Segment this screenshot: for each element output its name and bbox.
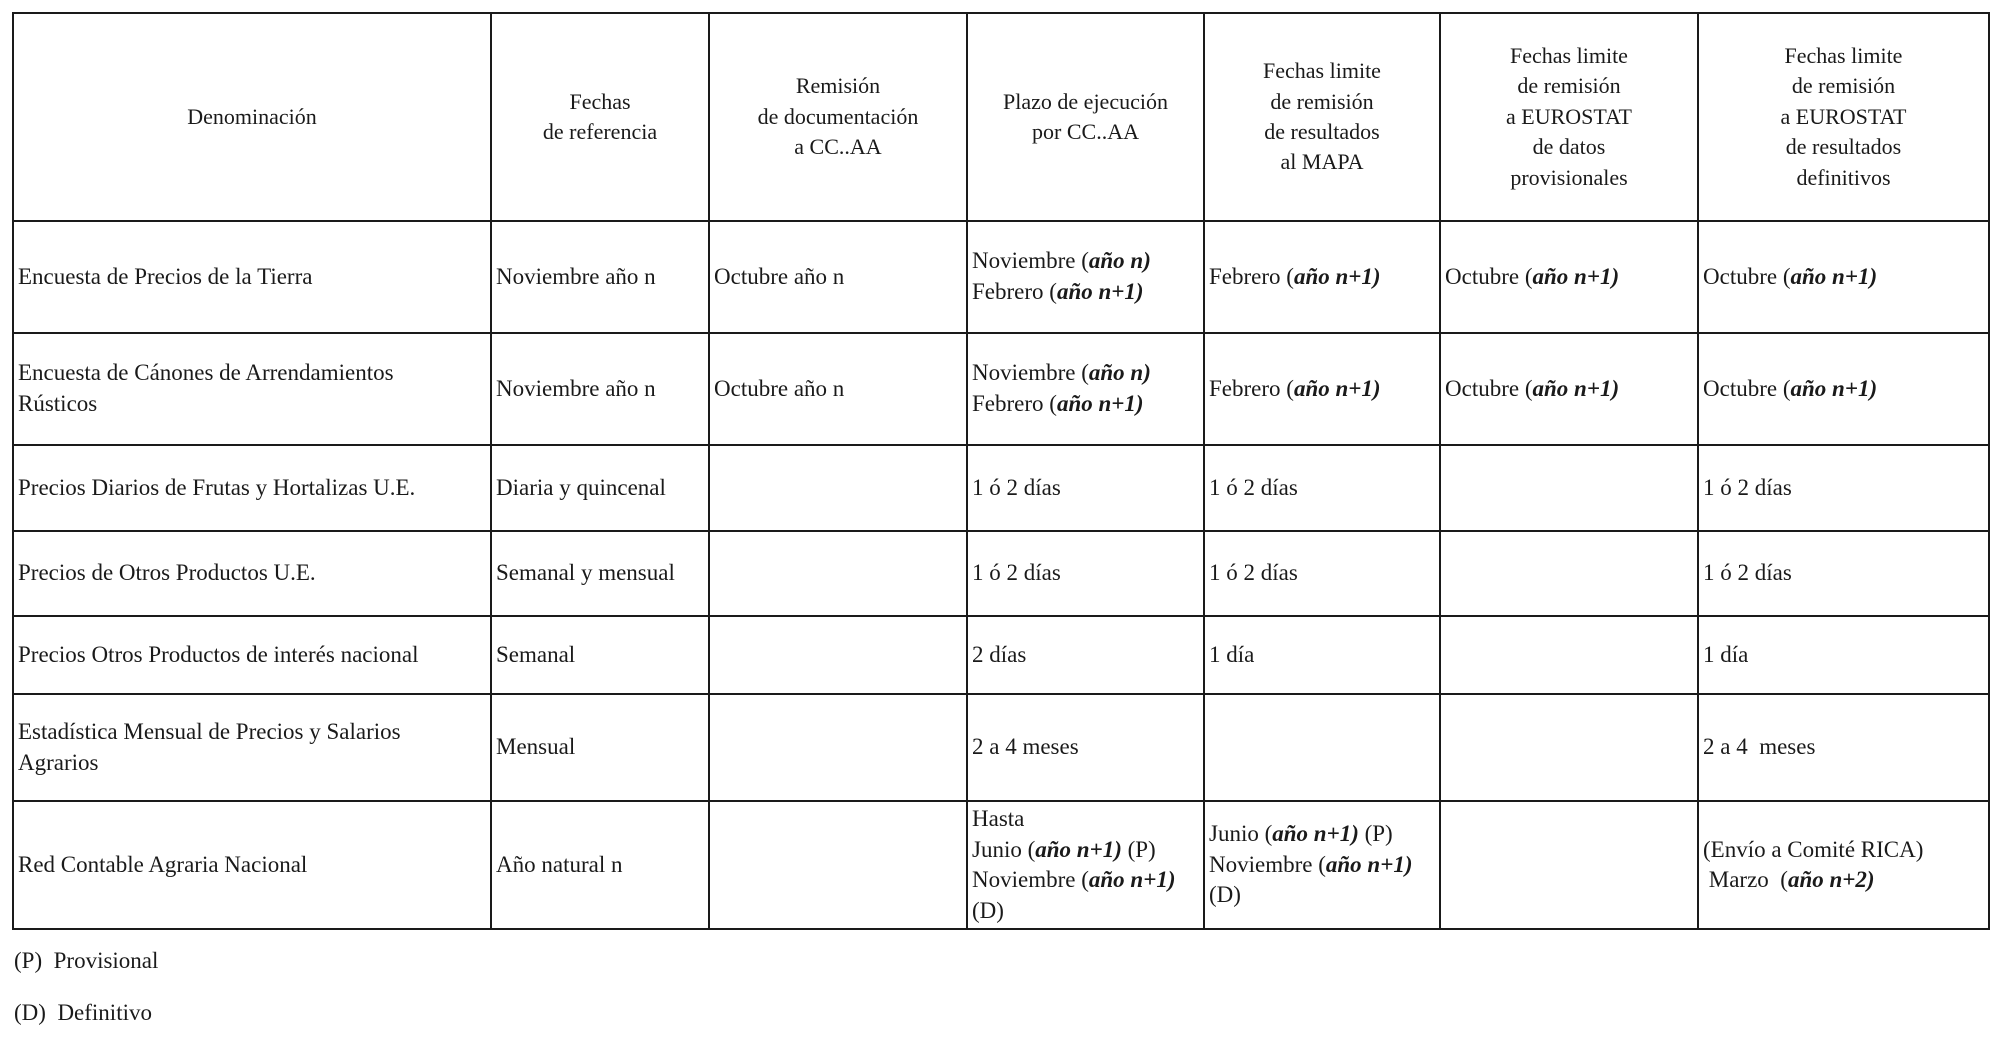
cell-eurostat-definitivos: Octubre (año n+1)	[1698, 221, 1989, 333]
cell-eurostat-definitivos: 2 a 4 meses	[1698, 694, 1989, 801]
cell-denominacion: Estadística Mensual de Precios y Salarios Agrarios	[13, 694, 491, 801]
footnote-provisional: (P) Provisional	[14, 948, 159, 973]
cell-limite-mapa: 1 ó 2 días	[1204, 531, 1440, 616]
header-remision-documentacion: Remisión de documentación a CC..AA	[709, 13, 967, 221]
cell-fechas-referencia: Año natural n	[491, 801, 709, 929]
cell-denominacion: Precios Diarios de Frutas y Hortalizas U.E.	[13, 445, 491, 531]
cell-limite-mapa: Junio (año n+1) (P) Noviembre (año n+1) (D)	[1204, 801, 1440, 929]
cell-fechas-referencia: Semanal y mensual	[491, 531, 709, 616]
cell-remision	[709, 801, 967, 929]
table-row	[13, 445, 1989, 531]
table-row	[13, 333, 1989, 445]
cell-eurostat-provisionales	[1440, 801, 1698, 929]
cell-plazo: 2 días	[967, 616, 1204, 694]
header-limite-eurostat-definitivos: Fechas limite de remisión a EUROSTAT de resultados definitivos	[1698, 13, 1989, 221]
cell-eurostat-definitivos: Octubre (año n+1)	[1698, 333, 1989, 445]
footnote-definitivo: (D) Definitivo	[14, 1000, 152, 1025]
cell-fechas-referencia: Semanal	[491, 616, 709, 694]
cell-limite-mapa: Febrero (año n+1)	[1204, 333, 1440, 445]
table-row	[13, 616, 1989, 694]
table-row	[13, 694, 1989, 801]
cell-plazo: 1 ó 2 días	[967, 445, 1204, 531]
cell-limite-mapa: 1 día	[1204, 616, 1440, 694]
header-plazo-ejecucion: Plazo de ejecución por CC..AA	[967, 13, 1204, 221]
cell-fechas-referencia: Diaria y quincenal	[491, 445, 709, 531]
cell-fechas-referencia: Noviembre año n	[491, 333, 709, 445]
cell-remision: Octubre año n	[709, 221, 967, 333]
table-row	[13, 801, 1989, 929]
header-fechas-referencia: Fechas de referencia	[491, 13, 709, 221]
header-limite-mapa: Fechas limite de remisión de resultados al MAPA	[1204, 13, 1440, 221]
cell-eurostat-definitivos: 1 ó 2 días	[1698, 445, 1989, 531]
cell-plazo: 1 ó 2 días	[967, 531, 1204, 616]
schedule-table	[12, 12, 1990, 930]
header-denominacion: Denominación	[13, 13, 491, 221]
cell-fechas-referencia: Noviembre año n	[491, 221, 709, 333]
cell-eurostat-provisionales	[1440, 531, 1698, 616]
header-limite-eurostat-provisionales: Fechas limite de remisión a EUROSTAT de datos provisionales	[1440, 13, 1698, 221]
cell-denominacion: Encuesta de Precios de la Tierra	[13, 221, 491, 333]
cell-eurostat-definitivos: (Envío a Comité RICA) Marzo (año n+2)	[1698, 801, 1989, 929]
table-row	[13, 531, 1989, 616]
cell-limite-mapa	[1204, 694, 1440, 801]
cell-denominacion: Red Contable Agraria Nacional	[13, 801, 491, 929]
cell-remision	[709, 694, 967, 801]
table-row	[13, 221, 1989, 333]
cell-eurostat-provisionales	[1440, 694, 1698, 801]
cell-eurostat-definitivos: 1 ó 2 días	[1698, 531, 1989, 616]
cell-remision	[709, 445, 967, 531]
cell-eurostat-provisionales: Octubre (año n+1)	[1440, 333, 1698, 445]
cell-plazo: Hasta Junio (año n+1) (P) Noviembre (año n+1) (D)	[967, 801, 1204, 929]
cell-limite-mapa: 1 ó 2 días	[1204, 445, 1440, 531]
header-row	[13, 13, 1989, 221]
cell-eurostat-provisionales	[1440, 445, 1698, 531]
cell-plazo: 2 a 4 meses	[967, 694, 1204, 801]
cell-eurostat-provisionales: Octubre (año n+1)	[1440, 221, 1698, 333]
cell-plazo: Noviembre (año n) Febrero (año n+1)	[967, 333, 1204, 445]
cell-limite-mapa: Febrero (año n+1)	[1204, 221, 1440, 333]
cell-denominacion: Precios de Otros Productos U.E.	[13, 531, 491, 616]
cell-denominacion: Precios Otros Productos de interés nacional	[13, 616, 491, 694]
cell-fechas-referencia: Mensual	[491, 694, 709, 801]
cell-remision	[709, 616, 967, 694]
cell-remision	[709, 531, 967, 616]
cell-plazo: Noviembre (año n) Febrero (año n+1)	[967, 221, 1204, 333]
cell-eurostat-provisionales	[1440, 616, 1698, 694]
cell-eurostat-definitivos: 1 día	[1698, 616, 1989, 694]
cell-denominacion: Encuesta de Cánones de Arrendamientos Rústicos	[13, 333, 491, 445]
cell-remision: Octubre año n	[709, 333, 967, 445]
